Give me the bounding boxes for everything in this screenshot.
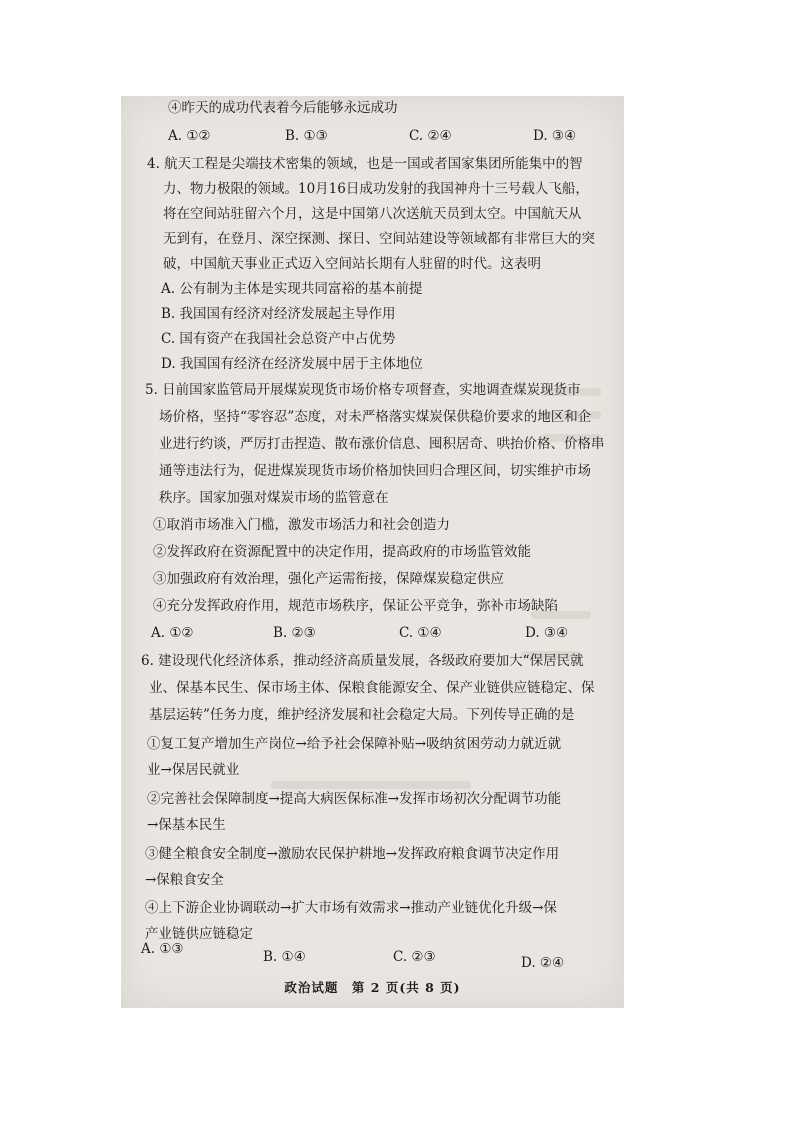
q6-item-2-cont: →保基本民生: [147, 817, 226, 833]
q6-item-4-cont: 产业链供应链稳定: [145, 926, 253, 942]
q6-option-c: C. ②③: [393, 949, 436, 965]
q4-option-a: A. 公有制为主体是实现共同富裕的基本前提: [161, 281, 423, 297]
q4-stem-line: 无到有，在登月、深空探测、探日、空间站建设等领域都有非常巨大的突: [163, 231, 595, 247]
q3-option-a: A. ①②: [168, 128, 211, 144]
q3-option-b: B. ①③: [285, 128, 328, 144]
q6-option-b: B. ①④: [263, 949, 306, 965]
q4-stem-line: 4. 航天工程是尖端技术密集的领域，也是一国或者国家集团所能集中的智: [147, 156, 583, 172]
q4-stem-line: 破，中国航天事业正式迈入空间站长期有人驻留的时代。这表明: [163, 256, 541, 272]
q3-option-d: D. ③④: [533, 128, 577, 144]
q5-item-2: ②发挥政府在资源配置中的决定作用，提高政府的市场监管效能: [153, 544, 531, 560]
q5-item-3: ③加强政府有效治理，强化产运需衔接，保障煤炭稳定供应: [153, 571, 504, 587]
q6-item-3-cont: →保粮食安全: [145, 872, 224, 888]
q6-item-2: ②完善社会保障制度→提高大病医保标准→发挥市场初次分配调节功能: [147, 791, 562, 807]
q4-stem-line: 将在空间站驻留六个月，这是中国第八次送航天员到太空。中国航天从: [163, 206, 582, 222]
q6-option-a: A. ①③: [141, 941, 184, 957]
q5-item-4: ④充分发挥政府作用，规范市场秩序，保证公平竞争，弥补市场缺陷: [153, 598, 558, 614]
q6-item-3: ③健全粮食安全制度→激励农民保护耕地→发挥政府粮食调节决定作用: [145, 846, 560, 862]
q5-stem-line: 通等违法行为，促进煤炭现货市场价格加快回归合理区间，切实维护市场: [159, 463, 591, 479]
page-footer: 政治试题 第 2 页(共 8 页): [284, 980, 461, 995]
q5-option-a: A. ①②: [151, 625, 194, 641]
q3-option-c: C. ②④: [409, 128, 452, 144]
q5-item-1: ①取消市场准入门槛，激发市场活力和社会创造力: [153, 517, 450, 533]
q6-item-4: ④上下游企业协调联动→扩大市场有效需求→推动产业链优化升级→保: [145, 900, 557, 916]
q3-item-4: ④昨天的成功代表着今后能够永远成功: [168, 100, 398, 116]
q5-stem-line: 5. 日前国家监管局开展煤炭现货市场价格专项督查，实地调查煤炭现货市: [145, 382, 581, 398]
q5-stem-line: 秩序。国家加强对煤炭市场的监管意在: [159, 490, 389, 506]
q6-stem-line: 6. 建设现代化经济体系，推动经济高质量发展，各级政府要加大“保居民就: [141, 653, 584, 669]
q4-option-d: D. 我国国有经济在经济发展中居于主体地位: [161, 356, 423, 372]
q6-item-1: ①复工复产增加生产岗位→给予社会保障补贴→吸纳贫困劳动力就近就: [147, 736, 562, 752]
q6-stem-line: 基层运转”任务力度，维护经济发展和社会稳定大局。下列传导正确的是: [149, 707, 575, 723]
q5-stem-line: 业进行约谈，严厉打击捏造、散布涨价信息、囤积居奇、哄抬价格、价格串: [159, 436, 605, 452]
q5-option-b: B. ②③: [273, 625, 316, 641]
q5-option-d: D. ③④: [525, 625, 569, 641]
q6-stem-line: 业、保基本民生、保市场主体、保粮食能源安全、保产业链供应链稳定、保: [149, 680, 595, 696]
q4-option-b: B. 我国国有经济对经济发展起主导作用: [161, 306, 396, 322]
bleed-mark: [271, 781, 471, 789]
q5-stem-line: 场价格，坚持“零容忍”态度，对未严格落实煤炭保供稳价要求的地区和企: [159, 409, 592, 425]
exam-page: [121, 96, 624, 1008]
q4-stem-line: 力、物力极限的领域。10月16日成功发射的我国神舟十三号载人飞船，: [163, 181, 589, 197]
q5-option-c: C. ①④: [399, 625, 442, 641]
q6-item-1-cont: 业→保居民就业: [147, 762, 240, 778]
q6-option-d: D. ②④: [521, 955, 565, 971]
q4-option-c: C. 国有资产在我国社会总资产中占优势: [161, 331, 396, 347]
